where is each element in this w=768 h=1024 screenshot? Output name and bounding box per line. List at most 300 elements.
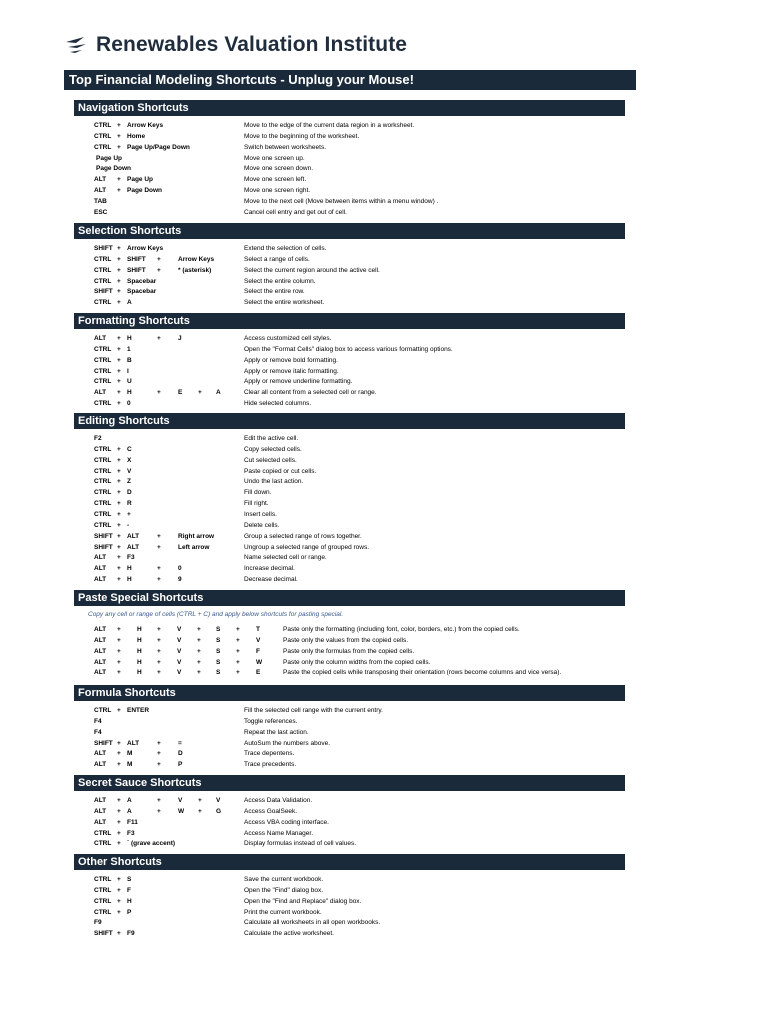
shortcut-description: Move one screen left.: [244, 176, 307, 184]
shortcut-row: [0, 624, 768, 635]
key-label: C: [127, 445, 132, 453]
key-plus: +: [117, 750, 121, 758]
key-label: ALT: [94, 389, 107, 397]
key-label: F: [127, 886, 131, 894]
shortcut-description: AutoSum the numbers above.: [244, 739, 330, 747]
shortcut-row: [0, 163, 768, 174]
key-plus: +: [127, 510, 131, 518]
shortcut-row: [0, 185, 768, 196]
shortcut-description: Trace depentens.: [244, 750, 295, 758]
key-label: V: [177, 669, 182, 677]
shortcut-row: [0, 748, 768, 759]
shortcut-row: [0, 531, 768, 542]
key-plus: +: [157, 335, 161, 342]
key-label: Arrow Keys: [127, 122, 164, 129]
shortcut-description: Paste only the values from the copied cells.: [283, 636, 409, 644]
key-plus: +: [117, 829, 121, 837]
shortcut-description: Fill right.: [244, 500, 269, 508]
key-label: CTRL: [94, 521, 112, 529]
key-label: F: [256, 647, 260, 655]
key-label: ALT: [94, 797, 107, 804]
shortcut-description: Cut selected cells.: [244, 456, 297, 464]
key-plus: +: [197, 658, 201, 666]
shortcut-description: Paste only the formatting (including font, color, borders, etc.) from the copied cells.: [283, 626, 520, 633]
shortcut-row: [0, 466, 768, 477]
key-plus: +: [117, 876, 121, 883]
key-label: CTRL: [94, 908, 112, 916]
key-label: -: [127, 521, 130, 529]
key-label: M: [127, 750, 133, 758]
key-plus: +: [117, 456, 121, 464]
shortcut-description: Select the entire column.: [244, 277, 316, 285]
key-plus: +: [117, 840, 121, 848]
key-plus: +: [117, 636, 121, 644]
key-label: CTRL: [94, 132, 112, 140]
key-label: SHIFT: [127, 255, 146, 263]
key-label: F2: [94, 435, 102, 442]
key-label: CTRL: [94, 143, 112, 151]
shortcut-row: [0, 487, 768, 498]
shortcut-description: Paste copied or cut cells.: [244, 467, 317, 475]
shortcut-row: [0, 398, 768, 409]
key-label: CTRL: [94, 122, 112, 129]
shortcut-row: [0, 433, 768, 444]
shortcut-description: Print the current workbook.: [244, 908, 322, 916]
key-label: H: [137, 647, 142, 655]
key-label: Right arrow: [178, 532, 215, 540]
shortcut-row: [0, 635, 768, 646]
key-plus: +: [117, 266, 121, 274]
key-label: I: [127, 367, 129, 375]
shortcut-row: [0, 387, 768, 398]
key-plus: +: [117, 626, 121, 633]
key-plus: +: [117, 658, 121, 666]
key-label: ALT: [94, 565, 107, 573]
shortcut-row: [0, 376, 768, 387]
key-plus: +: [197, 626, 201, 633]
key-label: Page Down: [96, 165, 132, 173]
shortcut-description: Save the current workbook.: [244, 876, 324, 883]
key-label: CTRL: [94, 367, 112, 375]
key-plus: +: [197, 669, 201, 677]
shortcut-row: [0, 838, 768, 849]
key-label: E: [178, 389, 183, 397]
key-label: 0: [127, 400, 131, 408]
key-label: 1: [127, 345, 131, 353]
key-label: CTRL: [94, 829, 112, 837]
shortcut-description: Delete cells.: [244, 521, 280, 529]
section-header-secret-sauce: Secret Sauce Shortcuts: [74, 775, 625, 791]
key-plus: +: [117, 807, 121, 815]
key-plus: +: [157, 532, 161, 540]
key-plus: +: [157, 658, 161, 666]
shortcut-row: [0, 563, 768, 574]
shortcut-description: Undo the last action.: [244, 478, 304, 486]
key-label: CTRL: [94, 378, 112, 386]
key-label: G: [216, 807, 222, 815]
key-label: ALT: [94, 636, 107, 644]
shortcut-row: [0, 716, 768, 727]
key-label: S: [216, 647, 221, 655]
shortcut-row: [0, 333, 768, 344]
key-label: CTRL: [94, 299, 112, 307]
shortcut-description: Calculate the active worksheet.: [244, 930, 334, 938]
section-header-editing: Editing Shortcuts: [74, 413, 625, 429]
brand-name: Renewables Valuation Institute: [96, 33, 408, 56]
key-label: Spacebar: [127, 277, 157, 285]
key-plus: +: [117, 378, 121, 386]
key-label: V: [216, 797, 221, 804]
shortcut-description: Select a range of cells.: [244, 255, 310, 263]
key-label: ALT: [127, 543, 140, 551]
key-label: F3: [127, 829, 135, 837]
key-label: S: [127, 876, 132, 883]
shortcut-description: Cancel cell entry and get out of cell.: [244, 208, 347, 216]
key-plus: +: [117, 389, 121, 397]
key-label: 0: [178, 565, 182, 573]
shortcut-description: Ungroup a selected range of grouped rows.: [244, 543, 370, 551]
shortcut-row: [0, 520, 768, 531]
key-plus: +: [117, 554, 121, 562]
shortcut-description: Select the current region around the active cell.: [244, 266, 380, 274]
key-plus: +: [117, 669, 121, 677]
shortcut-description: Move to the edge of the current data region in a worksheet.: [244, 122, 415, 129]
shortcut-description: Paste only the formulas from the copied cells.: [283, 647, 415, 655]
shortcut-row: [0, 667, 768, 678]
key-plus: +: [198, 797, 202, 804]
key-label: ALT: [127, 532, 140, 540]
shortcut-description: Move one screen down.: [244, 165, 314, 173]
shortcut-row: [0, 828, 768, 839]
key-label: V: [127, 467, 132, 475]
shortcut-row: [0, 498, 768, 509]
key-label: H: [127, 897, 132, 905]
key-plus: +: [197, 636, 201, 644]
key-plus: +: [236, 658, 240, 666]
key-label: SHIFT: [94, 245, 113, 252]
key-plus: +: [117, 122, 121, 129]
shortcut-row: [0, 476, 768, 487]
shortcut-row: [0, 174, 768, 185]
key-label: R: [127, 500, 132, 508]
key-plus: +: [117, 707, 121, 714]
shortcut-row: [0, 646, 768, 657]
key-label: CTRL: [94, 510, 112, 518]
key-label: CTRL: [94, 840, 112, 848]
key-label: P: [127, 908, 132, 916]
shortcut-row: [0, 355, 768, 366]
shortcut-description: Paste only the column widths from the copied cells.: [283, 658, 431, 666]
shortcut-row: [0, 243, 768, 254]
key-plus: +: [117, 367, 121, 375]
key-label: V: [177, 647, 182, 655]
key-plus: +: [117, 521, 121, 529]
shortcut-row: [0, 286, 768, 297]
key-label: W: [256, 658, 263, 666]
shortcut-description: Fill down.: [244, 489, 272, 497]
shortcut-description: Group a selected range of rows together.: [244, 532, 362, 540]
shortcut-row: [0, 120, 768, 131]
shortcut-row: [0, 795, 768, 806]
key-plus: +: [236, 636, 240, 644]
section-header-selection: Selection Shortcuts: [74, 223, 625, 239]
key-label: Arrow Keys: [127, 245, 164, 252]
key-plus: +: [157, 636, 161, 644]
shortcut-row: [0, 444, 768, 455]
key-label: SHIFT: [94, 543, 113, 551]
key-label: V: [177, 636, 182, 644]
shortcut-row: [0, 727, 768, 738]
shortcut-description: Move to the beginning of the worksheet.: [244, 132, 360, 140]
page-title: Top Financial Modeling Shortcuts - Unplug your Mouse!: [64, 70, 636, 90]
key-label: ALT: [94, 176, 107, 184]
key-label: Home: [127, 132, 146, 140]
shortcut-row: [0, 917, 768, 928]
key-plus: +: [117, 739, 121, 747]
shortcut-row: [0, 265, 768, 276]
key-label: Page Up: [96, 154, 123, 162]
key-plus: +: [236, 647, 240, 655]
key-label: CTRL: [94, 886, 112, 894]
key-label: H: [127, 565, 132, 573]
key-label: SHIFT: [94, 739, 113, 747]
shortcut-row: [0, 896, 768, 907]
key-label: CTRL: [94, 445, 112, 453]
key-label: F3: [127, 554, 135, 562]
key-label: CTRL: [94, 356, 112, 364]
wind-logo-icon: [64, 34, 90, 56]
section-header-formula: Formula Shortcuts: [74, 685, 625, 701]
brand-header: [64, 30, 407, 60]
key-label: S: [216, 636, 221, 644]
key-plus: +: [157, 739, 161, 747]
key-label: F4: [94, 717, 102, 725]
key-label: U: [127, 378, 132, 386]
shortcut-row: [0, 738, 768, 749]
key-label: F4: [94, 728, 102, 736]
key-plus: +: [117, 335, 121, 342]
key-label: M: [127, 761, 133, 769]
key-label: W: [178, 807, 185, 815]
shortcut-description: Access VBA coding interface.: [244, 818, 329, 826]
key-plus: +: [198, 389, 202, 397]
key-label: Arrow Keys: [178, 255, 215, 263]
shortcut-row: [0, 131, 768, 142]
key-plus: +: [117, 345, 121, 353]
shortcut-row: [0, 276, 768, 287]
key-plus: +: [117, 886, 121, 894]
shortcut-row: [0, 806, 768, 817]
key-label: ALT: [94, 576, 107, 584]
key-plus: +: [117, 647, 121, 655]
key-plus: +: [117, 299, 121, 307]
key-label: CTRL: [94, 266, 112, 274]
key-plus: +: [117, 478, 121, 486]
key-plus: +: [236, 669, 240, 677]
shortcut-row: [0, 885, 768, 896]
key-label: ALT: [94, 807, 107, 815]
key-label: F9: [94, 919, 102, 927]
key-label: TAB: [94, 197, 107, 205]
shortcut-description: Move one screen up.: [244, 154, 305, 162]
key-label: A: [216, 389, 221, 397]
key-label: F9: [127, 930, 135, 938]
key-label: Page Up: [127, 176, 154, 184]
key-label: V: [256, 636, 261, 644]
key-label: SHIFT: [94, 930, 113, 938]
shortcut-description: Insert cells.: [244, 510, 277, 518]
shortcut-row: [0, 297, 768, 308]
key-label: P: [178, 761, 183, 769]
key-plus: +: [117, 445, 121, 453]
shortcut-description: Apply or remove italic formatting.: [244, 367, 339, 375]
key-label: CTRL: [94, 456, 112, 464]
shortcut-row: [0, 817, 768, 828]
shortcut-row: [0, 759, 768, 770]
shortcut-description: Trace precedents.: [244, 761, 297, 769]
key-plus: +: [157, 807, 161, 815]
key-plus: +: [117, 908, 121, 916]
shortcut-description: Increase decimal.: [244, 565, 295, 573]
key-plus: +: [117, 543, 121, 551]
key-label: S: [216, 626, 221, 633]
key-label: V: [177, 626, 182, 633]
key-label: ALT: [94, 335, 107, 342]
shortcut-description: Access Data Validation.: [244, 797, 313, 804]
key-label: Page Down: [127, 187, 163, 195]
key-label: A: [127, 797, 132, 804]
shortcut-row: [0, 509, 768, 520]
key-label: Spacebar: [127, 288, 157, 296]
shortcut-description: Hide selected columns.: [244, 400, 312, 408]
key-label: ALT: [94, 647, 107, 655]
shortcut-row: [0, 907, 768, 918]
shortcut-description: Calculate all worksheets in all open workbooks.: [244, 919, 381, 927]
key-label: ALT: [94, 626, 107, 633]
key-label: 9: [178, 576, 182, 584]
key-plus: +: [117, 510, 121, 518]
key-label: V: [177, 658, 182, 666]
shortcut-description: Repeat the last action.: [244, 728, 309, 736]
shortcut-description: Display formulas instead of cell values.: [244, 840, 356, 848]
key-plus: +: [117, 500, 121, 508]
key-label: D: [178, 750, 183, 758]
shortcut-description: Extend the selection of cells.: [244, 245, 327, 252]
shortcut-description: Copy selected cells.: [244, 445, 302, 453]
key-plus: +: [157, 761, 161, 769]
section-header-navigation: Navigation Shortcuts: [74, 100, 625, 116]
shortcut-description: Move one screen right.: [244, 187, 311, 195]
key-label: H: [137, 658, 142, 666]
key-plus: +: [117, 288, 121, 296]
key-plus: +: [117, 400, 121, 408]
shortcut-description: Edit the active cell.: [244, 435, 299, 442]
key-plus: +: [117, 576, 121, 584]
key-label: H: [137, 636, 142, 644]
shortcut-row: [0, 196, 768, 207]
key-label: ALT: [127, 739, 140, 747]
shortcut-row: [0, 705, 768, 716]
shortcut-row: [0, 874, 768, 885]
key-plus: +: [198, 807, 202, 815]
shortcut-description: Toggle references.: [244, 717, 298, 725]
shortcut-description: Select the entire worksheet.: [244, 299, 325, 307]
key-label: E: [256, 669, 261, 677]
shortcut-description: Apply or remove underline formatting.: [244, 378, 353, 386]
key-plus: +: [117, 277, 121, 285]
key-label: V: [178, 797, 183, 804]
shortcut-description: Decrease decimal.: [244, 576, 298, 584]
key-plus: +: [236, 626, 240, 633]
shortcut-row: [0, 552, 768, 563]
shortcut-row: [0, 657, 768, 668]
key-label: H: [127, 576, 132, 584]
shortcut-description: Select the entire row.: [244, 288, 305, 296]
key-label: H: [127, 389, 132, 397]
shortcut-row: [0, 142, 768, 153]
key-label: ALT: [94, 750, 107, 758]
shortcut-row: [0, 344, 768, 355]
shortcut-description: Access customized cell styles.: [244, 335, 332, 342]
key-plus: +: [117, 818, 121, 826]
shortcut-description: Name selected cell or range.: [244, 554, 327, 562]
key-label: S: [216, 669, 221, 677]
key-label: T: [256, 626, 260, 633]
key-label: SHIFT: [127, 266, 146, 274]
key-label: X: [127, 456, 132, 464]
shortcut-row: [0, 574, 768, 585]
key-plus: +: [117, 245, 121, 252]
key-plus: +: [117, 143, 121, 151]
key-label: Left arrow: [178, 543, 210, 551]
key-label: ESC: [94, 208, 108, 216]
key-label: F11: [127, 818, 138, 826]
key-plus: +: [157, 266, 161, 274]
key-label: CTRL: [94, 489, 112, 497]
shortcut-description: Access Name Manager.: [244, 829, 314, 837]
shortcut-description: Access GoalSeek.: [244, 807, 298, 815]
key-plus: +: [117, 489, 121, 497]
key-plus: +: [117, 356, 121, 364]
key-plus: +: [117, 187, 121, 195]
key-plus: +: [117, 255, 121, 263]
section-header-paste-special: Paste Special Shortcuts: [74, 590, 625, 606]
key-plus: +: [197, 647, 201, 655]
shortcut-row: [0, 542, 768, 553]
key-label: CTRL: [94, 467, 112, 475]
key-label: ALT: [94, 554, 107, 562]
key-plus: +: [157, 669, 161, 677]
key-label: ALT: [94, 761, 107, 769]
shortcut-description: Paste the copied cells while transposing their orientation (rows become columns and vice versa).: [283, 669, 562, 677]
section-header-other: Other Shortcuts: [74, 854, 625, 870]
shortcut-description: Clear all content from a selected cell or range.: [244, 389, 377, 397]
key-label: A: [127, 807, 132, 815]
shortcut-row: [0, 254, 768, 265]
key-plus: +: [117, 565, 121, 573]
key-label: ` (grave accent): [127, 840, 176, 848]
section-header-formatting: Formatting Shortcuts: [74, 313, 625, 329]
key-label: ALT: [94, 187, 107, 195]
key-label: B: [127, 356, 132, 364]
key-plus: +: [157, 750, 161, 758]
key-label: SHIFT: [94, 532, 113, 540]
key-plus: +: [117, 761, 121, 769]
key-plus: +: [117, 797, 121, 804]
key-plus: +: [157, 647, 161, 655]
key-label: A: [127, 299, 132, 307]
key-plus: +: [117, 897, 121, 905]
